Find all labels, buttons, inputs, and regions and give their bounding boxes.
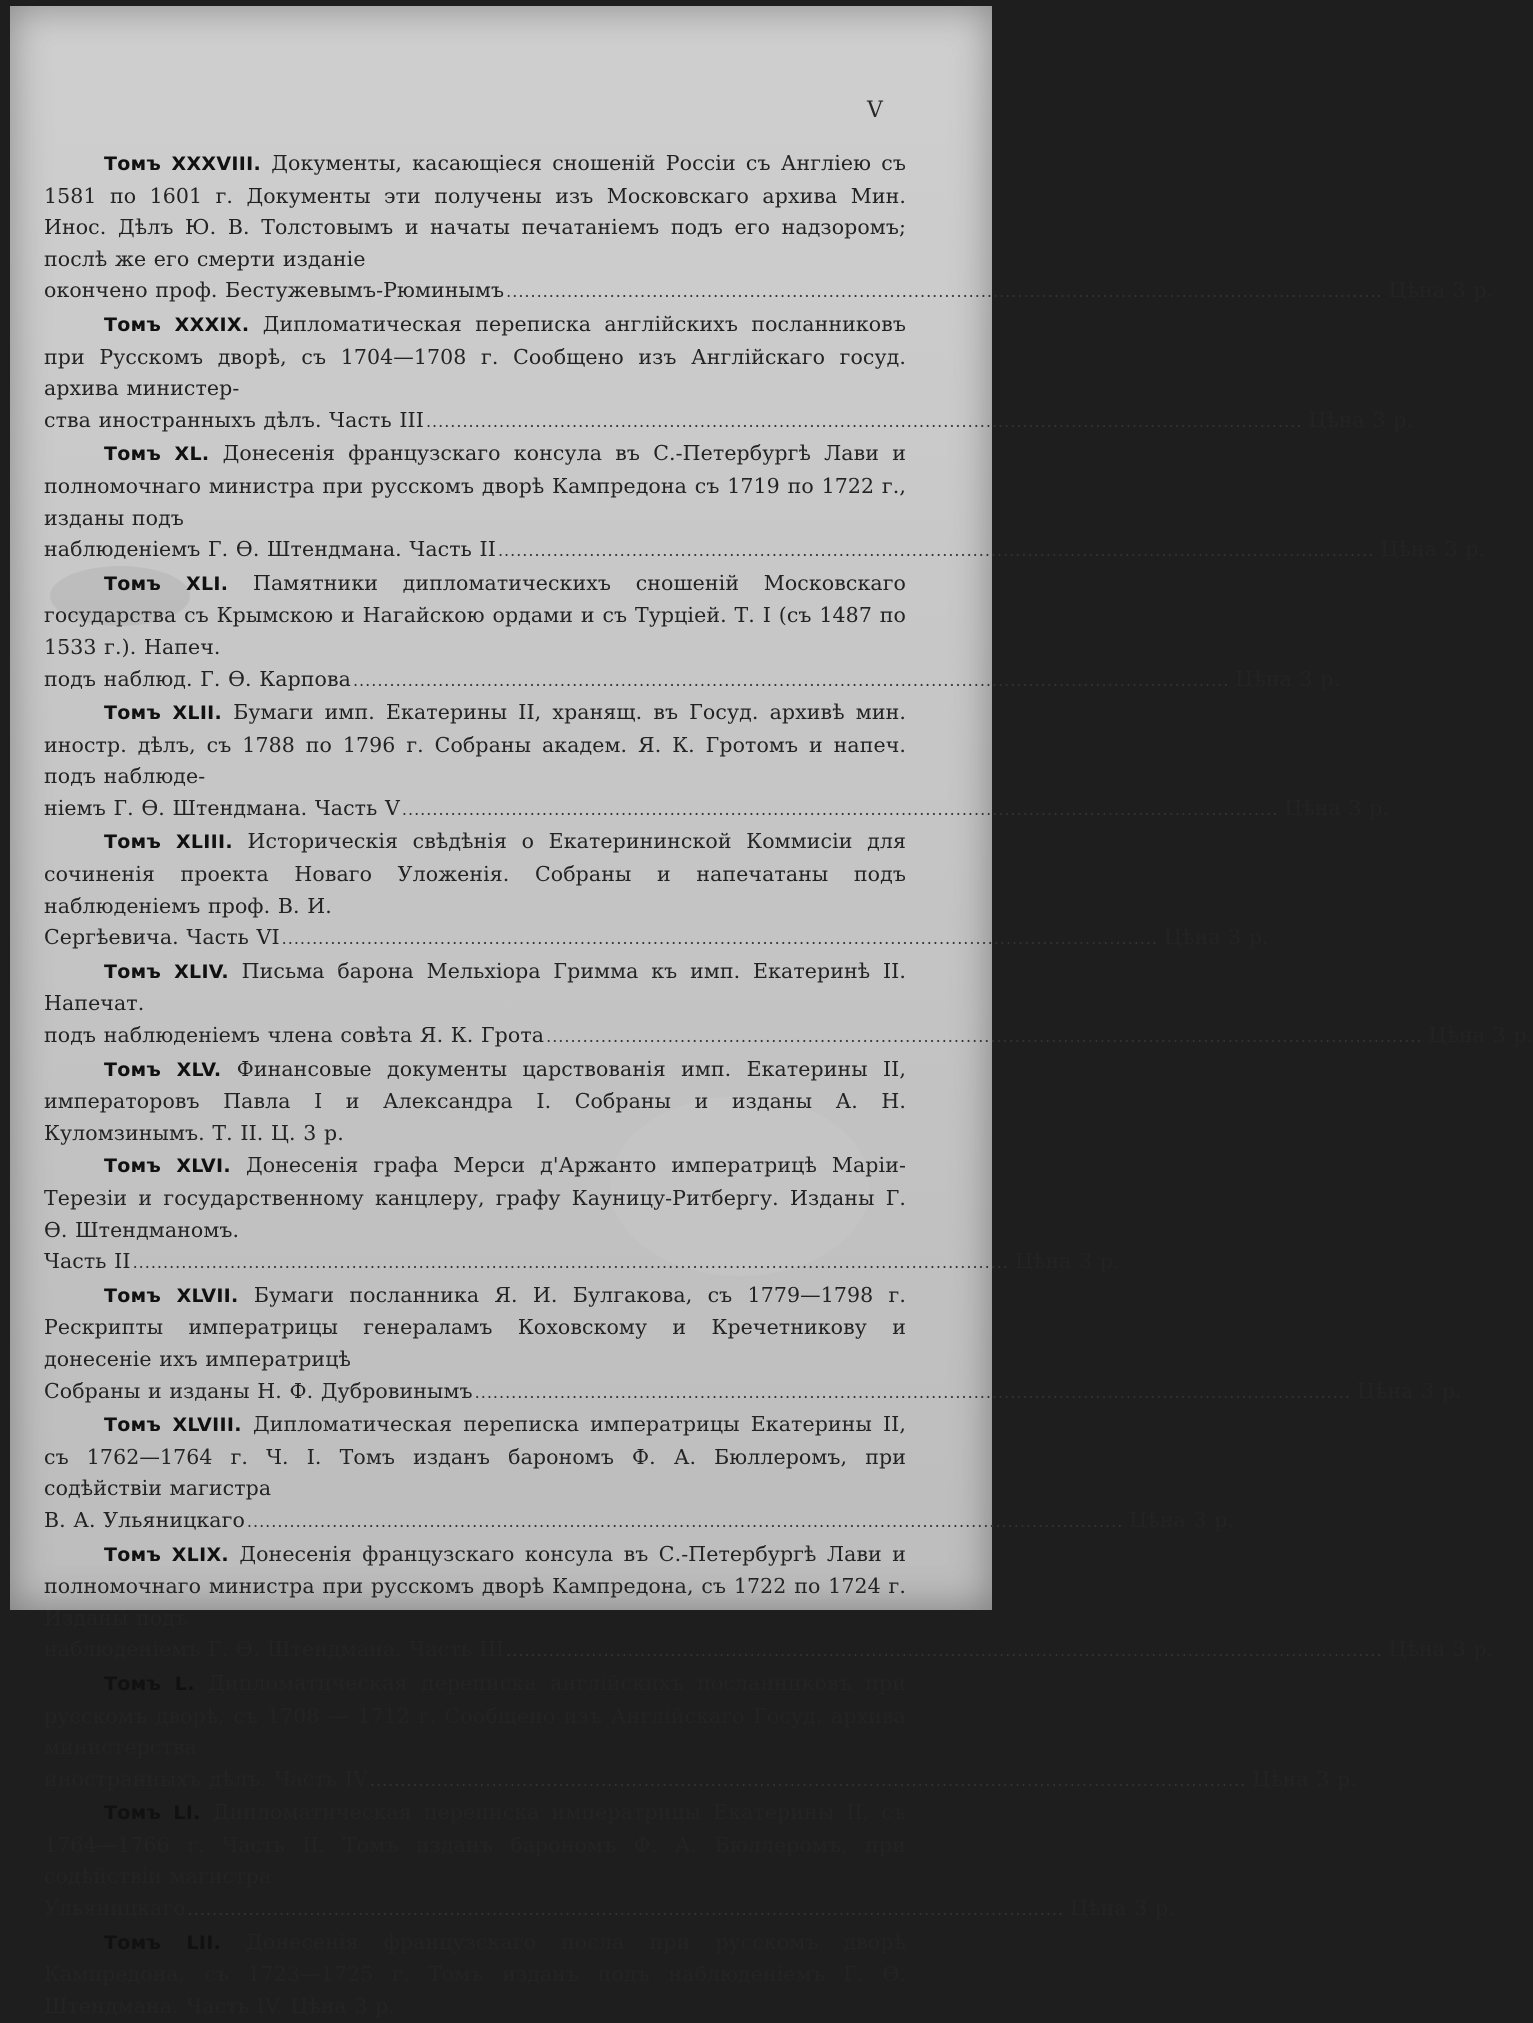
price-label: Цѣна 3 р. [1014,1249,1120,1274]
entry-text: Донесенія графа Мерси д'Аржанто императрицѣ Маріи-Терезіи и государственному канцлеру, графу Кауницу-Ритбергу. Изданы Г. Ѳ. Штендманомъ. [44,1153,906,1242]
catalog-entry [44,1797,1175,1925]
leader-dots: ................................................................................................................................................ [506,282,1383,302]
entry-text: Донесенія французскаго консула въ С.-Петербургѣ Лави и полномочнаго министра при русскомъ дворѣ Кампредона, съ 1722 по 1724 г. Изданы подъ [44,1541,906,1630]
entry-tail-row [44,922,1269,955]
entry-tail: иностранныхъ дѣлъ. Часть IV [44,1766,368,1791]
catalog-entry [44,438,1486,566]
entry-tail: подъ наблюд. Г. Ѳ. Карпова [44,666,351,691]
volume-label: Томъ XLIX. [104,1543,229,1566]
entry-text: Дипломатическая переписка англійскихъ посланниковъ при русскомъ дворѣ, съ 1708 — 1712 г. Сообщено изъ Англійскаго Госуд. архива министерства [44,1670,906,1760]
entry-tail: подъ наблюденіемъ члена совѣта Я. К. Грота [44,1023,545,1048]
price-label: Цѣна 3 р. [1164,925,1269,950]
entry-tail-row [44,1376,1462,1409]
entry-tail-row [44,1505,1235,1538]
volume-label: Томъ XLV. [104,1058,222,1081]
price-label: Цѣна 3 р. [1388,1637,1494,1662]
catalog-list [44,148,1533,2023]
leader-dots: ................................................................................................................................................ [425,411,1303,431]
entry-text: Бумаги посланника Я. И. Булгакова, съ 1779—1798 г. Рескрипты императрицы генераламъ Коховскому и Кречетникову и донесеніе ихъ императрицѣ [44,1282,907,1371]
volume-label: Томъ L. [104,1672,195,1695]
entry-tail-row [44,793,1390,826]
leader-dots: ................................................................................................................................................ [281,929,1159,949]
entry-text: Донесенія французскаго посла при русскомъ дворѣ Кампредона, съ 1723—1725 г. Томъ изданъ подъ наблюденіемъ Г. Ѳ. Штендмана. Часть IV. Цѣна 3 р. [44,1929,907,2018]
page-number: V [867,98,883,123]
volume-label: Томъ XLVII. [104,1284,239,1307]
price-label: Цѣна 3 р. [1235,666,1341,691]
volume-label: Томъ XLIV. [104,960,229,983]
entry-tail: Часть II [44,1249,131,1274]
entry-text: Дипломатическая переписка императрицы Екатерины II, съ 1762—1764 г. Ч. I. Томъ изданъ барономъ Ф. А. Бюллеромъ, при содѣйствіи магистра [44,1412,906,1501]
entry-text: Донесенія французскаго консула въ С.-Петербургѣ Лави и полномочнаго министра при русскомъ дворѣ Кампредона съ 1719 по 1722 г., изданы подъ [44,441,906,530]
catalog-entry [44,1927,906,2023]
entry-text: Историческія свѣдѣнія о Екатерининской Коммисіи для сочиненія проекта Новаго Уложенія. Собраны и напечатаны подъ наблюденіемъ проф. В. И. [44,829,906,918]
catalog-entry [44,697,1390,825]
entry-tail: В. А. Ульяницкаго [44,1507,245,1532]
entry-tail-row [44,664,1341,697]
catalog-entry [44,1409,1235,1537]
volume-label: Томъ XLVIII. [104,1414,242,1437]
catalog-entry [44,148,1494,308]
entry-text: Памятники дипломатическихъ сношеній Московскаго государства съ Крымскою и Нагайскою ордами и съ Турціей. Т. I (съ 1487 по 1533 г.). Напеч. [44,570,906,659]
entry-tail-row [44,1246,1120,1279]
leader-dots: ................................................................................................................................................ [506,1641,1383,1661]
price-label: Цѣна 3 р. [1428,1023,1533,1048]
entry-tail-row [44,1634,1494,1667]
entry-text: Дипломатическая переписка англійскихъ посланниковъ при Русскомъ дворѣ, съ 1704—1708 г. Сообщено изъ Англійскаго госуд. архива министер- [44,311,906,401]
price-label: Цѣна 3 р. [1284,795,1390,820]
leader-dots: ................................................................................................................................................ [132,1253,1009,1273]
entry-tail-row [44,1020,1533,1053]
leader-dots: ................................................................................................................................................ [546,1027,1423,1047]
volume-label: Томъ XXXVIII. [104,153,262,175]
catalog-entry [44,568,1341,696]
entry-text: Бумаги имп. Екатерины II, хранящ. въ Госуд. архивѣ мин. иностр. дѣлъ, съ 1788 по 1796 г. Собраны академ. Я. К. Гротомъ и напеч. подъ наблюде- [44,700,906,789]
leader-dots: ................................................................................................................................................ [369,1770,1247,1790]
entry-tail-row [44,275,1494,308]
price-label: Цѣна 3 р. [1252,1766,1357,1791]
entry-text: Дипломатическая переписка императрицы Екатерины II, съ 1764—1766 г. Часть II. Томъ изданъ барономъ Ф. А. Бюллеромъ, при содѣйствіи магистра [44,1800,906,1889]
catalog-entry [44,1280,1462,1408]
entry-tail: Сергѣевича. Часть VI [44,925,280,950]
volume-label: Томъ XLIII. [104,831,233,854]
leader-dots: ................................................................................................................................................ [497,541,1375,561]
entry-tail-row [44,1893,1175,1926]
catalog-entry [44,1539,1494,1667]
leader-dots: ................................................................................................................................................ [401,799,1279,819]
entry-tail: ніемъ Г. Ѳ. Штендмана. Часть V [44,795,400,820]
catalog-entry [44,1668,1357,1796]
price-label: Цѣна 3 р. [1388,278,1494,303]
leader-dots: ................................................................................................................................................ [352,670,1230,690]
document-page [10,6,1533,2018]
volume-label: Томъ XL. [104,443,210,466]
catalog-entry [44,309,1414,437]
volume-label: Томъ XLII. [104,702,223,725]
leader-dots: ................................................................................................................................................ [474,1382,1352,1402]
price-label: Цѣна 3 р. [1070,1896,1175,1921]
volume-label: Томъ XLVI. [104,1155,231,1178]
catalog-entry [44,1054,906,1150]
leader-dots: ................................................................................................................................................ [187,1900,1065,1920]
entry-tail: ства иностранныхъ дѣлъ. Часть III [44,407,424,432]
entry-tail: наблюденіемъ Г. Ѳ. Штендмана. Часть II [44,537,496,562]
entry-tail-row [44,405,1414,438]
price-label: Цѣна 3 р. [1357,1378,1462,1403]
entry-tail-row [44,1764,1357,1797]
entry-text: Документы, касающіеся сношеній Россіи съ Англіею съ 1581 по 1601 г. Документы эти получены изъ Московскаго архива Мин. Инос. Дѣлъ Ю. В. Толстовымъ и начаты печатаніемъ подъ его надзоромъ; послѣ же его смерти изданіе [44,151,906,271]
price-label: Цѣна 3 р. [1380,537,1486,562]
price-label: Цѣна 3 р. [1308,407,1414,432]
entry-text: Письма барона Мельхіора Гримма къ имп. Екатеринѣ II. Напечат. [44,958,906,1016]
entry-text: Финансовые документы царствованія имп. Екатерины II, императоровъ Павла I и Александра I. Собраны и изданы А. Н. Куломзинымъ. Т. II. Ц. 3 р. [44,1056,907,1145]
catalog-entry [44,826,1269,954]
catalog-entry [44,956,1533,1053]
price-label: Цѣна 3 р. [1129,1507,1235,1532]
entry-tail-row [44,534,1486,567]
leader-dots: ................................................................................................................................................ [246,1511,1124,1531]
volume-label: Томъ XLI. [104,572,229,595]
volume-label: Томъ XXXIX. [104,313,250,336]
catalog-entry [44,1150,1120,1278]
volume-label: Томъ LI. [104,1802,201,1825]
entry-tail: Собраны и изданы Н. Ф. Дубровинымъ [44,1378,473,1403]
entry-tail: Ульяницкаго [44,1896,186,1921]
entry-tail: наблюденіемъ Г. Ѳ. Штендмана. Часть III [44,1637,505,1662]
entry-tail: окончено проф. Бестужевымъ-Рюминымъ [44,278,505,303]
volume-label: Томъ LII. [104,1931,222,1954]
